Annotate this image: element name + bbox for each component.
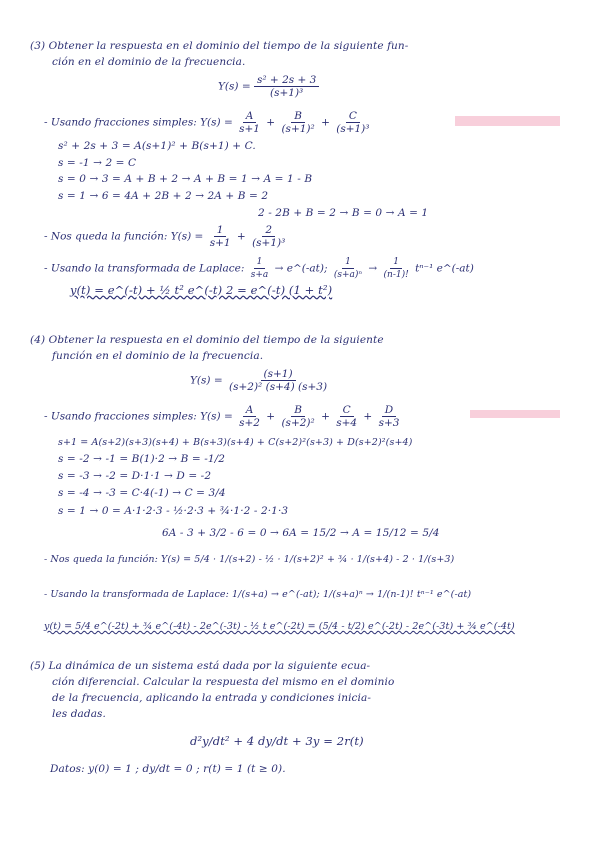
problem-5-title: (5) La dinámica de un sistema está dada por la siguiente ecua-: [30, 660, 371, 672]
solution-line: 2 - 2B + B = 2 → B = 0 → A = 1: [258, 207, 429, 219]
problem-4-title: función en el dominio de la frecuencia.: [52, 350, 264, 362]
final-answer: y(t) = e^(-t) + ½ t² e^(-t) 2 = e^(-t) (1 + t²): [70, 283, 333, 297]
highlight-mark: [470, 410, 560, 418]
problem-5-title: ción diferencial. Calcular la respuesta del mismo en el dominio: [52, 676, 395, 688]
solution-line: s = 0 → 3 = A + B + 2 → A + B = 1 → A = 1 - B: [58, 173, 313, 185]
problem-5-title: de la frecuencia, aplicando la entrada y condiciones inicia-: [52, 692, 371, 704]
solution-line: s = 1 → 0 = A·1·2·3 - ½·2·3 + ¾·1·2 - 2·1·3: [58, 505, 289, 517]
differential-equation: d²y/dt² + 4 dy/dt + 3y = 2r(t): [190, 734, 364, 748]
solution-line: s = -3 → -2 = D·1·1 → D = -2: [58, 470, 212, 482]
solution-line: s = -1 → 2 = C: [58, 157, 137, 169]
problem-3-equation: Y(s) = $\frac{\text{s² + 2s + 3}}{\text{(s+1)³}}$: [218, 74, 319, 99]
resulting-function-line: - Nos queda la función: Y(s) = 5/4 · 1/(s+2) - ½ · 1/(s+2)² + ¾ · 1/(s+4) - 2 · 1/(s+3): [44, 554, 455, 565]
highlight-mark: [455, 116, 560, 126]
solution-line: s+1 = A(s+2)(s+3)(s+4) + B(s+3)(s+4) + C(s+2)²(s+3) + D(s+2)²(s+4): [58, 437, 413, 448]
solution-line: 6A - 3 + 3/2 - 6 = 0 → 6A = 15/2 → A = 15/12 = 5/4: [162, 527, 440, 539]
problem-3-title: (3) Obtener la respuesta en el dominio del tiempo de la siguiente fun-: [30, 40, 409, 52]
resulting-function-line: - Nos queda la función: Y(s) = $\frac{1}{s+1}$ + $\frac{2}{\text{(s+1)³}}$: [44, 224, 286, 249]
solution-line: s² + 2s + 3 = A(s+1)² + B(s+1) + C.: [58, 140, 256, 152]
problem-3-title: ción en el dominio de la frecuencia.: [52, 56, 246, 68]
problem-5-title: les dadas.: [52, 708, 106, 720]
partial-fractions-line: - Usando fracciones simples: Y(s) = $\frac{A}{s+2}$ + $\frac{B}{\text{(s+2)²}}$ + $\frac{C}{s+4}$ + $\frac{D}{s+3}$: [44, 404, 400, 429]
data-line: Datos: y(0) = 1 ; dy/dt = 0 ; r(t) = 1 (t ≥ 0).: [50, 763, 286, 775]
solution-line: s = 1 → 6 = 4A + 2B + 2 → 2A + B = 2: [58, 190, 269, 202]
partial-fractions-line: - Usando fracciones simples: Y(s) = $\frac{A}{s+1}$ + $\frac{B}{\text{(s+1)²}}$ + $\frac{C}{\text{(s+1)³}}$: [44, 110, 370, 135]
solution-line: s = -2 → -1 = B(1)·2 → B = -1/2: [58, 453, 226, 465]
problem-4-title: (4) Obtener la respuesta en el dominio del tiempo de la siguiente: [30, 334, 384, 346]
laplace-line: - Usando la transformada de Laplace: 1/(s+a) → e^(-at); 1/(s+a)ⁿ → 1/(n-1)! tⁿ⁻¹ e^(-at): [44, 589, 472, 600]
laplace-line: - Usando la transformada de Laplace: $\frac{1}{s+a}$ → e^(-at); $\frac{1}{\text{(s+a)ⁿ}}$ → $\frac{1}{(n-1)!}$ tⁿ⁻¹ e^(-at): [44, 257, 474, 280]
final-answer: y(t) = 5/4 e^(-2t) + ¾ e^(-4t) - 2e^(-3t) - ½ t e^(-2t) = (5/4 - t/2) e^(-2t) - 2e^(-3t) + ¾ e^(-4t): [44, 621, 515, 632]
solution-line: s = -4 → -3 = C·4(-1) → C = 3/4: [58, 487, 226, 499]
problem-4-equation: Y(s) = $\frac{(s+1)}{\text{(s+2)² (s+4) (s+3)}}$: [190, 368, 328, 393]
